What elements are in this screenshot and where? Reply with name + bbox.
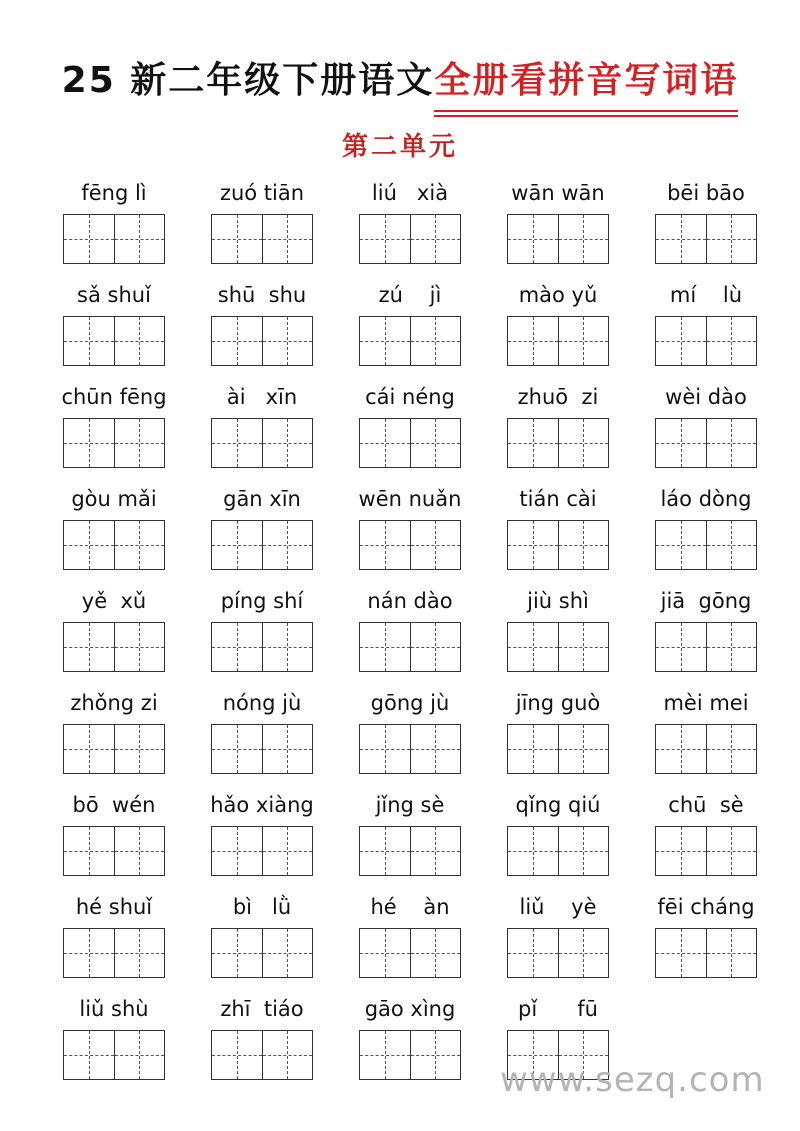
character-box[interactable] [212,1031,263,1079]
character-box[interactable] [411,623,461,671]
pinyin-label: hé àn [370,895,450,919]
character-box[interactable] [656,521,707,569]
character-box[interactable] [559,521,609,569]
word-item [188,382,336,468]
character-box[interactable] [508,929,559,977]
pinyin-label: pǐ fū [518,997,598,1021]
exercise-row [40,586,780,688]
writing-boxes[interactable] [211,316,313,366]
character-box[interactable] [508,827,559,875]
pinyin-label: hǎo xiàng [210,793,314,817]
writing-boxes[interactable] [359,928,461,978]
pinyin-label: jīng guò [515,691,601,715]
character-box[interactable] [508,215,559,263]
word-item [336,178,484,264]
character-box[interactable] [411,215,461,263]
character-box[interactable] [656,419,707,467]
character-box[interactable] [559,929,609,977]
character-box[interactable] [559,725,609,773]
character-box[interactable] [411,725,461,773]
character-box[interactable] [212,215,263,263]
character-box[interactable] [115,1031,165,1079]
character-box[interactable] [263,929,313,977]
word-item [40,994,188,1080]
exercise-row [40,484,780,586]
character-box[interactable] [263,317,313,365]
pinyin-label: bō wén [72,793,156,817]
pinyin-label: jǐng sè [375,793,445,817]
character-box[interactable] [212,419,263,467]
writing-boxes[interactable] [211,622,313,672]
character-box[interactable] [115,317,165,365]
word-item [632,178,780,264]
character-box[interactable] [64,623,115,671]
pinyin-label: gōng jù [370,691,450,715]
writing-boxes[interactable] [211,826,313,876]
writing-boxes[interactable] [63,214,165,264]
word-item [188,892,336,978]
character-box[interactable] [64,725,115,773]
pinyin-label: chūn fēng [61,385,167,409]
character-box[interactable] [115,623,165,671]
writing-boxes[interactable] [63,316,165,366]
writing-boxes[interactable] [507,214,609,264]
character-box[interactable] [360,419,411,467]
writing-boxes[interactable] [655,418,757,468]
writing-boxes[interactable] [63,826,165,876]
pinyin-label: liǔ shù [79,997,149,1021]
writing-boxes[interactable] [507,826,609,876]
character-box[interactable] [64,521,115,569]
pinyin-label: mèi mei [663,691,749,715]
writing-boxes[interactable] [359,622,461,672]
exercise-row [40,280,780,382]
writing-boxes[interactable] [359,826,461,876]
unit-heading: 第二单元 [341,132,458,162]
exercise-row [40,382,780,484]
character-box[interactable] [707,929,757,977]
writing-boxes[interactable] [655,826,757,876]
character-box[interactable] [508,521,559,569]
pinyin-label: gān xīn [223,487,301,511]
character-box[interactable] [656,623,707,671]
exercise-row [40,178,780,280]
word-item [484,178,632,264]
writing-boxes[interactable] [655,622,757,672]
character-box[interactable] [64,1031,115,1079]
word-item [336,994,484,1080]
character-box[interactable] [64,317,115,365]
writing-boxes[interactable] [211,214,313,264]
pinyin-label: gāo xìng [364,997,456,1021]
writing-boxes[interactable] [359,316,461,366]
word-item [40,178,188,264]
character-box[interactable] [360,929,411,977]
word-item [336,892,484,978]
writing-boxes[interactable] [507,418,609,468]
exercise-row [40,688,780,790]
pinyin-label: yě xǔ [81,589,147,613]
character-box[interactable] [115,215,165,263]
writing-boxes[interactable] [359,418,461,468]
character-box[interactable] [707,827,757,875]
exercise-row [40,892,780,994]
word-item [484,382,632,468]
writing-boxes[interactable] [211,928,313,978]
word-item [336,484,484,570]
character-box[interactable] [212,521,263,569]
character-box[interactable] [360,827,411,875]
character-box[interactable] [64,215,115,263]
pinyin-label: jiā gōng [660,589,752,613]
pinyin-label: hé shuǐ [75,895,153,919]
word-item [336,280,484,366]
word-item [632,280,780,366]
writing-boxes[interactable] [507,520,609,570]
character-box[interactable] [559,623,609,671]
character-box[interactable] [360,521,411,569]
pinyin-label: wēn nuǎn [358,487,462,511]
writing-boxes[interactable] [63,1030,165,1080]
writing-boxes[interactable] [211,724,313,774]
pinyin-label: liú xià [371,181,449,205]
word-item [336,586,484,672]
character-box[interactable] [411,419,461,467]
writing-boxes[interactable] [359,724,461,774]
word-item [632,688,780,774]
writing-boxes[interactable] [655,928,757,978]
word-item [188,178,336,264]
pinyin-label: liǔ yè [519,895,597,919]
pinyin-label: mí lù [669,283,743,307]
character-box[interactable] [559,215,609,263]
word-item [40,382,188,468]
character-box[interactable] [707,623,757,671]
page-title [0,52,800,103]
writing-boxes[interactable] [63,418,165,468]
pinyin-label: sǎ shuǐ [77,283,151,307]
character-box[interactable] [263,521,313,569]
writing-boxes[interactable] [211,520,313,570]
word-item [336,382,484,468]
writing-boxes[interactable] [63,520,165,570]
character-box[interactable] [263,1031,313,1079]
character-box[interactable] [212,725,263,773]
character-box[interactable] [559,827,609,875]
writing-boxes[interactable] [507,724,609,774]
character-box[interactable] [360,1031,411,1079]
pinyin-label: bēi bāo [667,181,745,205]
pinyin-label: qǐng qiú [515,793,601,817]
writing-boxes[interactable] [507,316,609,366]
word-item [188,484,336,570]
writing-boxes[interactable] [359,1030,461,1080]
writing-boxes[interactable] [655,724,757,774]
word-item [188,790,336,876]
title-highlight: 全册看拼音写词语 [434,52,738,103]
word-item [484,586,632,672]
word-item [632,892,780,978]
pinyin-label: nán dào [367,589,453,613]
writing-boxes[interactable] [211,418,313,468]
pinyin-label: fēi cháng [657,895,755,919]
character-box[interactable] [656,929,707,977]
character-box[interactable] [263,725,313,773]
character-box[interactable] [212,929,263,977]
character-box[interactable] [508,317,559,365]
pinyin-label: píng shí [220,589,304,613]
character-box[interactable] [115,521,165,569]
word-item [40,280,188,366]
character-box[interactable] [707,725,757,773]
character-box[interactable] [656,317,707,365]
writing-boxes[interactable] [507,622,609,672]
pinyin-label: bì lǜ [232,895,292,919]
character-box[interactable] [115,929,165,977]
character-box[interactable] [263,827,313,875]
title-prefix: 25 新二年级下册语文 [61,60,435,101]
pinyin-label: wān wān [511,181,605,205]
pinyin-label: zú jì [378,283,442,307]
word-item [40,484,188,570]
writing-boxes[interactable] [359,520,461,570]
character-box[interactable] [263,419,313,467]
character-box[interactable] [115,725,165,773]
character-box[interactable] [360,317,411,365]
writing-boxes[interactable] [655,214,757,264]
pinyin-label: láo dòng [660,487,752,511]
word-item [484,484,632,570]
pinyin-label: cái néng [365,385,455,409]
character-box[interactable] [656,725,707,773]
pinyin-label: zuó tiān [219,181,305,205]
character-box[interactable] [360,623,411,671]
word-item [632,790,780,876]
character-box[interactable] [64,929,115,977]
word-item [632,382,780,468]
writing-boxes[interactable] [359,214,461,264]
character-box[interactable] [263,215,313,263]
word-item [484,280,632,366]
character-box[interactable] [707,521,757,569]
word-item [188,994,336,1080]
writing-boxes[interactable] [655,316,757,366]
character-box[interactable] [559,419,609,467]
word-item [336,790,484,876]
character-box[interactable] [559,317,609,365]
pinyin-label: shū shu [217,283,307,307]
pinyin-label: mào yǔ [518,283,598,307]
character-box[interactable] [212,317,263,365]
character-box[interactable] [263,623,313,671]
character-box[interactable] [411,1031,461,1079]
character-box[interactable] [115,827,165,875]
character-box[interactable] [64,827,115,875]
watermark: www.sezq.com [500,1060,765,1100]
pinyin-label: tián cài [519,487,597,511]
pinyin-label: zhī tiáo [220,997,304,1021]
pinyin-label: zhuō zi [517,385,599,409]
writing-boxes[interactable] [63,928,165,978]
character-box[interactable] [64,419,115,467]
pinyin-label: zhǒng zi [70,691,158,715]
character-box[interactable] [212,827,263,875]
pinyin-label: wèi dào [665,385,747,409]
character-box[interactable] [508,725,559,773]
pinyin-label: gòu mǎi [71,487,157,511]
character-box[interactable] [508,623,559,671]
character-box[interactable] [360,725,411,773]
writing-boxes[interactable] [63,724,165,774]
character-box[interactable] [707,215,757,263]
character-box[interactable] [411,521,461,569]
word-item [40,892,188,978]
word-item [632,484,780,570]
character-box[interactable] [656,215,707,263]
word-item [40,688,188,774]
word-item [632,586,780,672]
word-item [336,688,484,774]
writing-boxes[interactable] [63,622,165,672]
character-box[interactable] [360,215,411,263]
character-box[interactable] [212,623,263,671]
pinyin-label: fēng lì [81,181,147,205]
writing-boxes[interactable] [655,520,757,570]
pinyin-label: chū sè [668,793,744,817]
character-box[interactable] [707,317,757,365]
character-box[interactable] [411,827,461,875]
exercise-grid [40,178,780,1096]
word-item [188,586,336,672]
word-item [40,790,188,876]
writing-boxes[interactable] [507,928,609,978]
character-box[interactable] [411,317,461,365]
word-item [484,790,632,876]
word-item [40,586,188,672]
pinyin-label: ài xīn [226,385,298,409]
word-item [484,892,632,978]
writing-boxes[interactable] [211,1030,313,1080]
pinyin-label: nóng jù [222,691,302,715]
word-item [188,280,336,366]
character-box[interactable] [656,827,707,875]
character-box[interactable] [411,929,461,977]
exercise-row [40,790,780,892]
character-box[interactable] [115,419,165,467]
character-box[interactable] [508,419,559,467]
character-box[interactable] [707,419,757,467]
pinyin-label: jiù shì [527,589,589,613]
word-item [484,688,632,774]
word-item [188,688,336,774]
